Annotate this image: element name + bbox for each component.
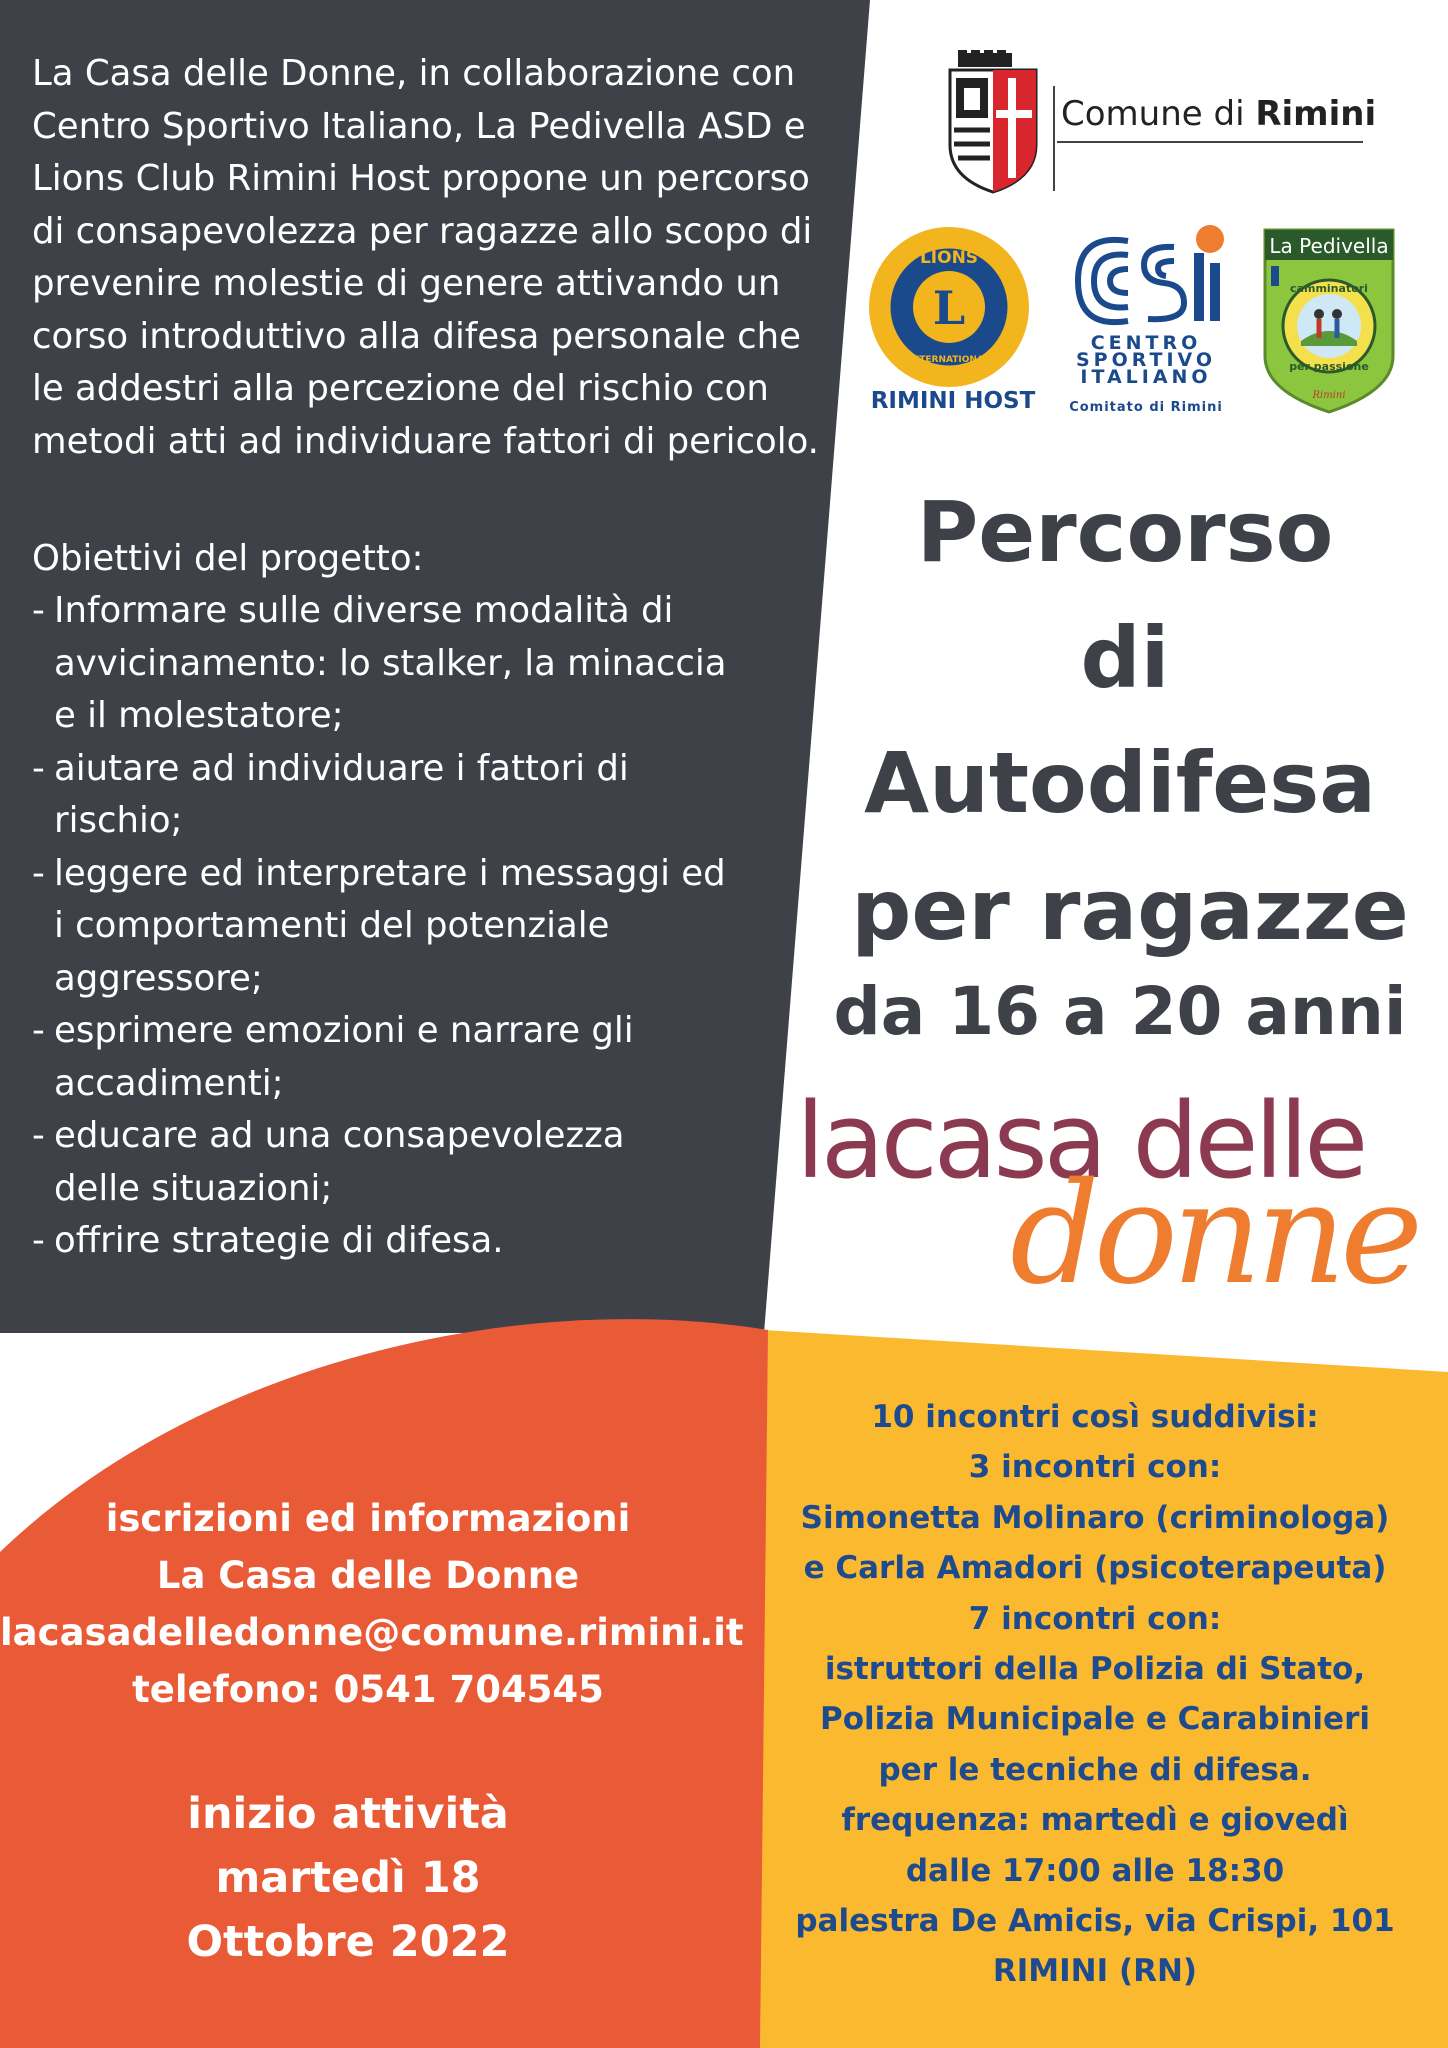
objective-text: educare ad una consapevolezza delle situazioni;: [54, 1115, 625, 1209]
objective-text: esprimere emozioni e narrare gli accadimenti;: [54, 1010, 634, 1104]
csi-line1: CENTRO: [1090, 332, 1202, 354]
course-details: [770, 1392, 1420, 1997]
comune-divider-vertical: [1053, 86, 1055, 191]
detail-line: frequenza: martedì e giovedì: [841, 1802, 1349, 1839]
csi-logo-icon: [1066, 223, 1226, 333]
detail-line: 10 incontri così suddivisi:: [871, 1399, 1319, 1435]
objective-item: - Informare sulle diverse modalità di avvicinamento: lo stalker, la minaccia e il molestatore;: [32, 585, 727, 743]
objective-item: - leggere ed interpretare i messaggi ed i comportamenti del potenziale aggressore;: [32, 848, 727, 1006]
comune-city: Rimini: [1255, 94, 1377, 134]
lions-club-logo-icon: [868, 226, 1030, 388]
pedivella-bottom: per passione: [1289, 360, 1369, 373]
start-month-year: Ottobre 2022: [186, 1917, 510, 1967]
contacts-title: iscrizioni ed informazioni: [105, 1497, 631, 1540]
headline-line-1: Percorso: [916, 483, 1334, 581]
detail-line: per le tecniche di difesa.: [878, 1751, 1312, 1788]
objectives-title: Obiettivi del progetto:: [32, 538, 424, 579]
contacts-phone: telefono: 0541 704545: [132, 1668, 604, 1711]
lions-letter: L: [932, 281, 966, 335]
objective-text: Informare sulle diverse modalità di avvicinamento: lo stalker, la minaccia e il molestatore;: [54, 590, 727, 736]
contacts-organization: La Casa delle Donne: [156, 1554, 580, 1597]
headline-line-4: per ragazze: [851, 861, 1409, 959]
csi-line2: SPORTIVO: [1075, 349, 1217, 371]
donne-logo-text: donne: [1010, 1153, 1418, 1316]
la-pedivella-logo-icon: [1261, 226, 1397, 416]
csi-wordmark: [1066, 332, 1226, 388]
headline-line-3: Autodifesa: [864, 734, 1376, 832]
casa-delle-donne-logo-text: lacasa delle: [796, 1080, 1365, 1202]
headline-age-range: da 16 a 20 anni: [833, 973, 1407, 1050]
headline-line-2: di: [1080, 609, 1170, 707]
objective-text: aiutare ad individuare i fattori di rischio;: [54, 747, 629, 841]
lions-label: RIMINI HOST: [870, 388, 1036, 414]
pedivella-title: La Pedivella: [1269, 234, 1389, 258]
start-label: inizio attività: [187, 1789, 509, 1839]
objective-item: - educare ad una consapevolezza delle situazioni;: [32, 1110, 727, 1215]
detail-line: istruttori della Polizia di Stato,: [824, 1651, 1366, 1688]
comune-prefix: Comune di: [1061, 94, 1256, 134]
detail-line: 3 incontri con:: [968, 1449, 1222, 1486]
detail-line: dalle 17:00 alle 18:30: [905, 1852, 1285, 1889]
start-day: martedì 18: [215, 1853, 481, 1903]
lions-ring-top: LIONS: [919, 248, 979, 268]
comune-name: [1061, 94, 1376, 134]
objective-text: leggere ed interpretare i messaggi ed i comportamenti del potenziale aggressore;: [54, 852, 726, 999]
pedivella-footer: Rimini: [1312, 390, 1346, 401]
objective-text: offrire strategie di difesa.: [54, 1220, 504, 1261]
objective-item: - aiutare ad individuare i fattori di rischio;: [32, 743, 727, 848]
csi-line3: ITALIANO: [1080, 366, 1212, 388]
objective-item: - offrire strategie di difesa.: [32, 1215, 727, 1268]
detail-line: e Carla Amadori (psicoterapeuta): [803, 1550, 1387, 1587]
contacts-email[interactable]: lacasadelledonne@comune.rimini.it: [0, 1611, 744, 1654]
objective-item: - esprimere emozioni e narrare gli accadimenti;: [32, 1005, 727, 1110]
detail-line: palestra De Amicis, via Crispi, 101: [795, 1903, 1395, 1940]
detail-line: RIMINI (RN): [992, 1953, 1198, 1990]
csi-subtitle: Comitato di Rimini: [1069, 400, 1223, 415]
detail-line: Polizia Municipale e Carabinieri: [820, 1701, 1370, 1738]
lions-ring-bottom: INTERNATIONAL: [908, 355, 990, 365]
comune-divider-horizontal: [1057, 141, 1363, 143]
detail-line: Simonetta Molinaro (criminologa): [800, 1499, 1390, 1536]
objectives-list: [32, 585, 727, 1268]
detail-line: 7 incontri con:: [968, 1600, 1222, 1637]
intro-paragraph: La Casa delle Donne, in collaborazione con Centro Sportivo Italiano, La Pedivella ASD e Lions Club Rimini Host propone un percorso di consapevolezza per ragazze allo scopo di prevenire molestie di genere attivando un corso introduttivo alla difesa personale che le addestri alla percezione del rischio con metodi atti ad individuare fattori di pericolo.: [32, 53, 819, 462]
pedivella-top: camminatori: [1290, 282, 1368, 295]
